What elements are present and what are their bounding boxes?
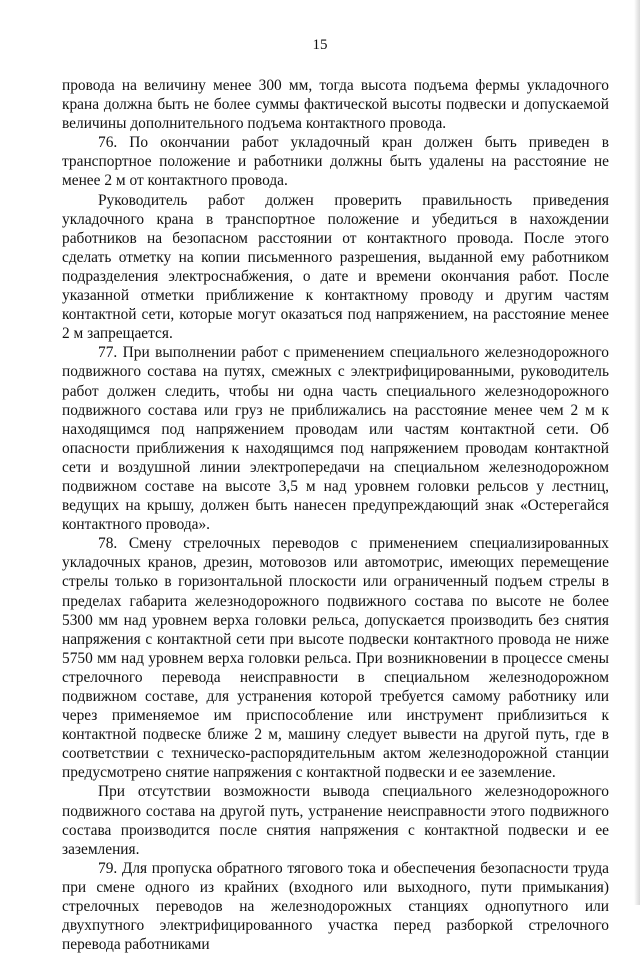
page-number: 15	[312, 37, 328, 53]
paragraph-79: 79. Для пропуска обратного тягового тока и обеспечения безопасности труда при смене одного из крайних (входного или выходного, пути примыкания) стрелочных переводов на железнодорожных станциях однопутного или двухпутного электрифицированного участка перед разборкой стрелочного перевода работниками	[62, 859, 609, 954]
document-body	[62, 76, 609, 954]
paragraph-76-supervisor: Руководитель работ должен проверить правильность приведения укладочного крана в транспортное положение и убедиться в нахождении работников на безопасном расстоянии от контактного провода. После этого сделать отметку на копии письменного разрешения, выданной ему работником подразделения электроснабжения, о дате и времени окончания работ. После указанной отметки приближение к контактному проводу и другим частям контактной сети, которые могут оказаться под напряжением, на расстояние менее 2 м запрещается.	[62, 191, 609, 343]
paragraph-77: 77. При выполнении работ с применением специального железнодорожного подвижного состава на путях, смежных с электрифицированными, руководитель работ должен следить, чтобы ни одна часть специального железнодорожного подвижного состава или груз не приближались на расстояние менее чем 2 м к находящимся под напряжением проводам или частям контактной сети. Об опасности приближения к находящимся под напряжением проводам контактной сети и воздушной линии электропередачи на специальном железнодорожном подвижном составе на высоте 3,5 м над уровнем головки рельсов у лестниц, ведущих на крышу, должен быть нанесен предупреждающий знак «Остерегайся контактного провода».	[62, 344, 609, 534]
paragraph-78: 78. Смену стрелочных переводов с применением специализированных укладочных кранов, дрезин, мотовозов или автомотрис, имеющих перемещение стрелы только в горизонтальной плоскости или ограниченный подъем стрелы в пределах габарита железнодорожного подвижного состава по высоте не более 5300 мм над уровнем верха головки рельса, допускается производить без снятия напряжения с контактной сети при высоте подвески контактного провода не ниже 5750 мм над уровнем верха головки рельса. При возникновении в процессе смены стрелочного перевода неисправности в специальном железнодорожном подвижном составе, для устранения которой требуется самому работнику или через применяемое им приспособление или инструмент приблизиться к контактной подвеске ближе 2 м, машину следует вывести на другой путь, где в соответствии с техническо-распорядительным актом железнодорожной станции предусмотрено снятие напряжения с контактной подвески и ее заземление.	[62, 535, 609, 782]
paragraph-76: 76. По окончании работ укладочный кран должен быть приведен в транспортное положение и работники должны быть удалены на расстояние не менее 2 м от контактного провода.	[62, 134, 609, 190]
page-edge-shadow	[634, 0, 640, 905]
paragraph-continuation: провода на величину менее 300 мм, тогда высота подъема фермы укладочного крана должна быть не более суммы фактической высоты подвески и допускаемой величины дополнительного подъема контактного провода.	[62, 77, 609, 133]
paragraph-78-no-exit: При отсутствии возможности вывода специального железнодорожного подвижного состава на другой путь, устранение неисправности этого подвижного состава производится после снятия напряжения с контактной подвески и ее заземления.	[62, 783, 609, 858]
